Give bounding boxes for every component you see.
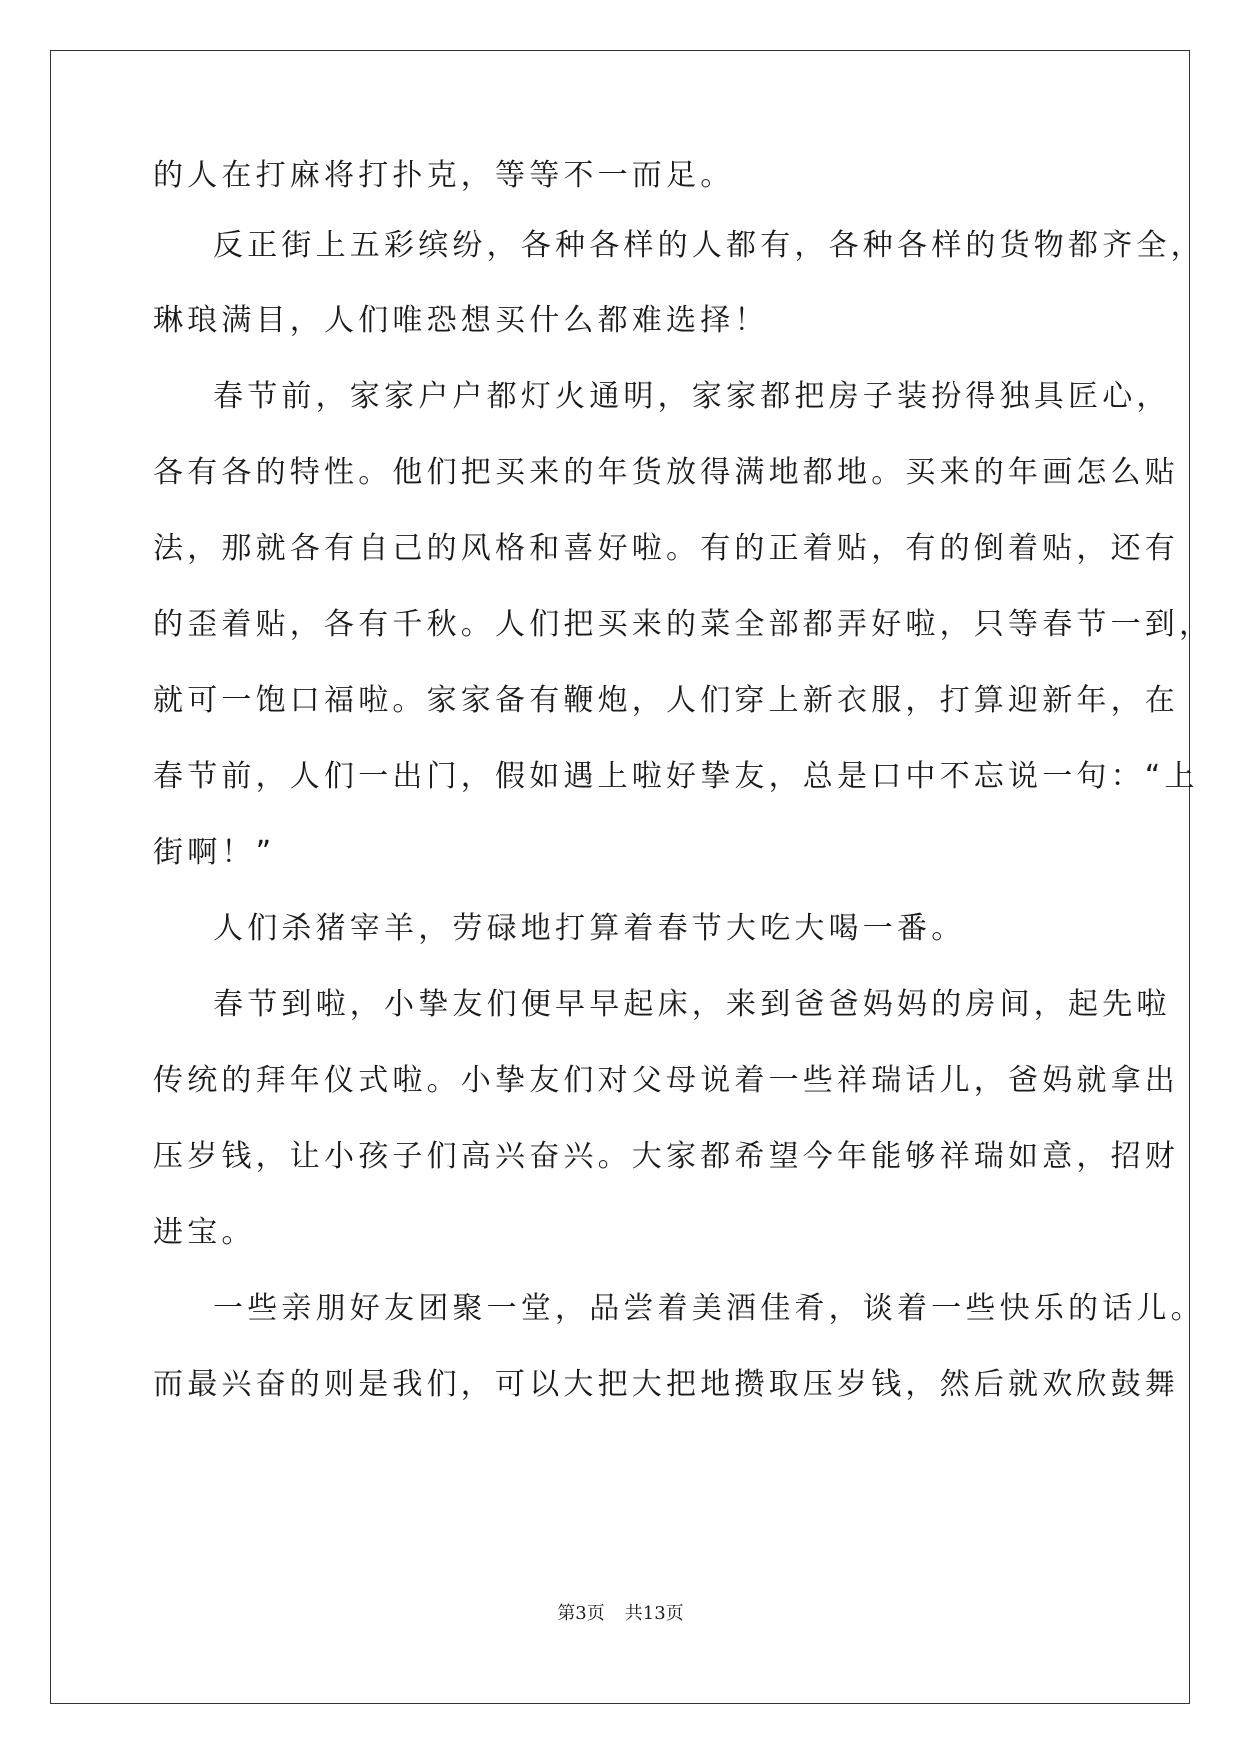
text-line: 的人在打麻将打扑克，等等不一而足。	[153, 158, 735, 193]
text-line: 进宝。	[153, 1215, 256, 1250]
text-line: 街啊！”	[153, 835, 276, 870]
paragraph-line: 人们杀猪宰羊，劳碌地打算着春节大吃大喝一番。	[213, 911, 966, 946]
text-line: 传统的拜年仪式啦。小挚友们对父母说着一些祥瑞话儿，爸妈就拿出	[153, 1063, 1179, 1098]
text-line: 的歪着贴，各有千秋。人们把买来的菜全部都弄好啦，只等春节一到，	[153, 607, 1214, 642]
text-line: 法，那就各有自己的风格和喜好啦。有的正着贴，有的倒着贴，还有	[153, 531, 1179, 566]
text-line: 就可一饱口福啦。家家备有鞭炮，人们穿上新衣服，打算迎新年，在	[153, 683, 1179, 718]
page-footer	[0, 1602, 1241, 1626]
paragraph-line: 一些亲朋好友团聚一堂，品尝着美酒佳肴，谈着一些快乐的话儿。	[213, 1291, 1205, 1326]
text-line: 而最兴奋的则是我们，可以大把大把地攒取压岁钱，然后就欢欣鼓舞	[153, 1367, 1179, 1402]
paragraph-line: 反正街上五彩缤纷，各种各样的人都有，各种各样的货物都齐全，	[213, 228, 1205, 263]
text-line: 压岁钱，让小孩子们高兴奋兴。大家都希望今年能够祥瑞如意，招财	[153, 1139, 1179, 1174]
text-line: 春节前，人们一出门，假如遇上啦好挚友，总是口中不忘说一句：“上	[153, 759, 1199, 794]
page-total: 共13页	[624, 1603, 684, 1624]
paragraph-line: 春节到啦，小挚友们便早早起床，来到爸爸妈妈的房间，起先啦	[213, 987, 1171, 1022]
page-number: 第3页	[557, 1603, 605, 1624]
page-border	[50, 50, 1190, 1704]
text-line: 各有各的特性。他们把买来的年货放得满地都地。买来的年画怎么贴	[153, 455, 1179, 490]
paragraph-line: 春节前，家家户户都灯火通明，家家都把房子装扮得独具匠心，	[213, 379, 1171, 414]
text-line: 琳琅满目，人们唯恐想买什么都难选择！	[153, 303, 769, 338]
